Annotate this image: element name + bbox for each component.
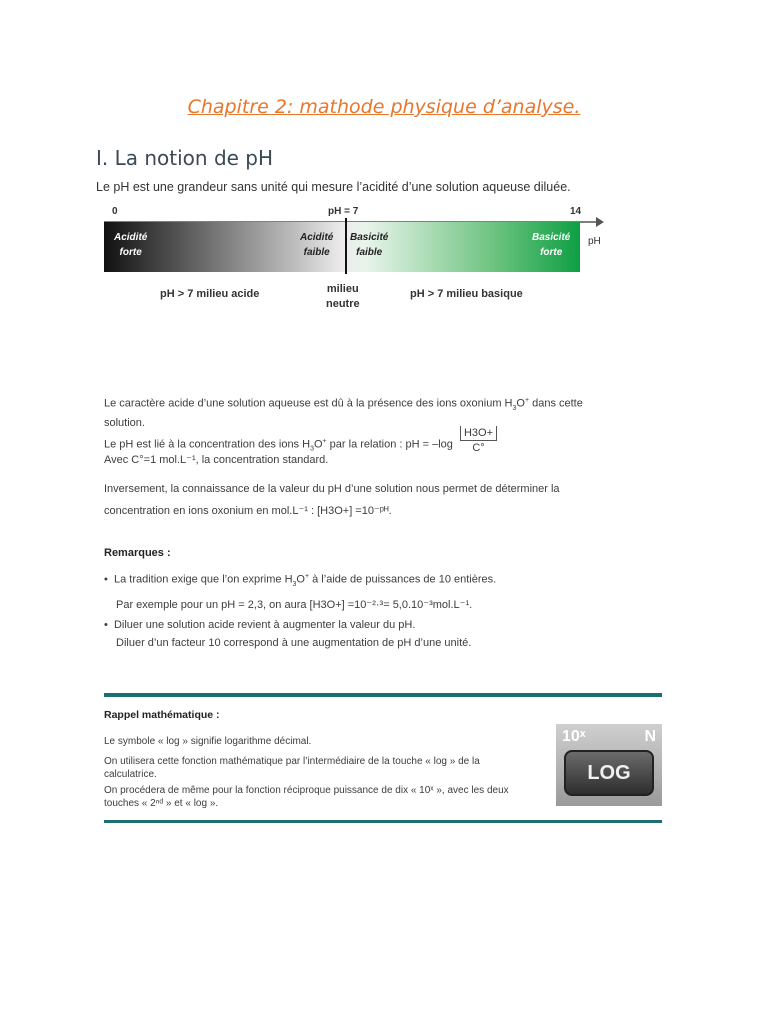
rappel-title: Rappel mathématique : bbox=[104, 709, 220, 721]
zone-neutral-label: milieu neutre bbox=[326, 283, 360, 310]
ph-gradient-bar bbox=[104, 222, 580, 272]
rappel-top-rule bbox=[104, 693, 662, 697]
scale-axis-label: pH bbox=[588, 236, 601, 247]
ph-fraction: $\frac{H3O+}{C^\circ}$ bbox=[458, 426, 499, 455]
paragraph-ph-relation: Le pH est lié à la concentration des ions $H_3O^+$ par la relation : pH = –log $\frac{H3O+}{C^\circ}$ bbox=[104, 430, 501, 459]
rappel-bottom-rule bbox=[104, 820, 662, 823]
ph-formula: pH = –log bbox=[405, 438, 453, 451]
paragraph-inverse: Inversement, la connaissance de la valeur du pH d’une solution nous permet de déterminer la concentration en ions oxonium en mol.L⁻¹ : [H3O+] =10⁻ᵖᴴ. bbox=[104, 483, 560, 517]
remarque-bullet-2: • Diluer une solution acide revient à augmenter la valeur du pH. Diluer d’un facteur 10 correspond à une augmentation de pH d’une unité. bbox=[104, 619, 472, 649]
rappel-line-2: On utilisera cette fonction mathématique par l’intermédiaire de la touche « log » de la calculatrice. bbox=[104, 756, 480, 780]
section-title: I. La notion de pH bbox=[96, 146, 274, 170]
rappel-line-1: Le symbole « log » signifie logarithme décimal. bbox=[104, 736, 312, 747]
zone-basic-label: pH > 7 milieu basique bbox=[410, 288, 523, 300]
key-n-label: N bbox=[644, 728, 656, 745]
log-key: LOG bbox=[564, 750, 654, 796]
rappel-line-3: On procédera de même pour la fonction réciproque puissance de dix « 10ˣ », avec les deux touches « 2ⁿᵈ » et « log ». bbox=[104, 785, 509, 809]
acid-weak-label: Acidité faible bbox=[300, 232, 334, 258]
inverse-formula: [H3O+] =10⁻ᵖᴴ. bbox=[317, 505, 392, 517]
scale-min-label: 0 bbox=[112, 206, 118, 217]
scale-mid-label: pH = 7 bbox=[328, 206, 359, 217]
chapter-title: Chapitre 2: mathode physique d’analyse. bbox=[187, 96, 581, 118]
zone-acid-label: pH > 7 milieu acide bbox=[160, 288, 260, 300]
intro-text: Le pH est une grandeur sans unité qui mesure l’acidité d’une solution aqueuse diluée. bbox=[96, 180, 571, 194]
paragraph-standard: Avec C°=1 mol.L⁻¹, la concentration standard. bbox=[104, 454, 329, 466]
remarque-bullet-1: • La tradition exige que l’on exprime $H_3O^+$ à l’aide de puissances de 10 entières. Par exemple pour un pH = 2,3, on aura [H3O+] =10⁻²·³= 5,0.10⁻³mol.L⁻¹. bbox=[104, 573, 497, 611]
example-formula: [H3O+] =10⁻²·³= 5,0.10⁻³mol.L⁻¹. bbox=[309, 598, 473, 611]
scale-max-label: 14 bbox=[570, 206, 582, 217]
neutral-marker bbox=[345, 218, 347, 274]
calculator-log-key-image bbox=[556, 724, 662, 806]
paragraph-oxonium: Le caractère acide d’une solution aqueuse est dû à la présence des ions oxonium $H_3O^+$ dans cette solution. bbox=[104, 397, 583, 429]
key-10x-label: 10ˣ bbox=[562, 728, 586, 745]
acid-strong-label: Acidité forte bbox=[114, 232, 148, 258]
remarques-title: Remarques : bbox=[104, 547, 171, 559]
base-weak-label: Basicité faible bbox=[350, 232, 389, 258]
base-strong-label: Basicité forte bbox=[532, 232, 571, 258]
